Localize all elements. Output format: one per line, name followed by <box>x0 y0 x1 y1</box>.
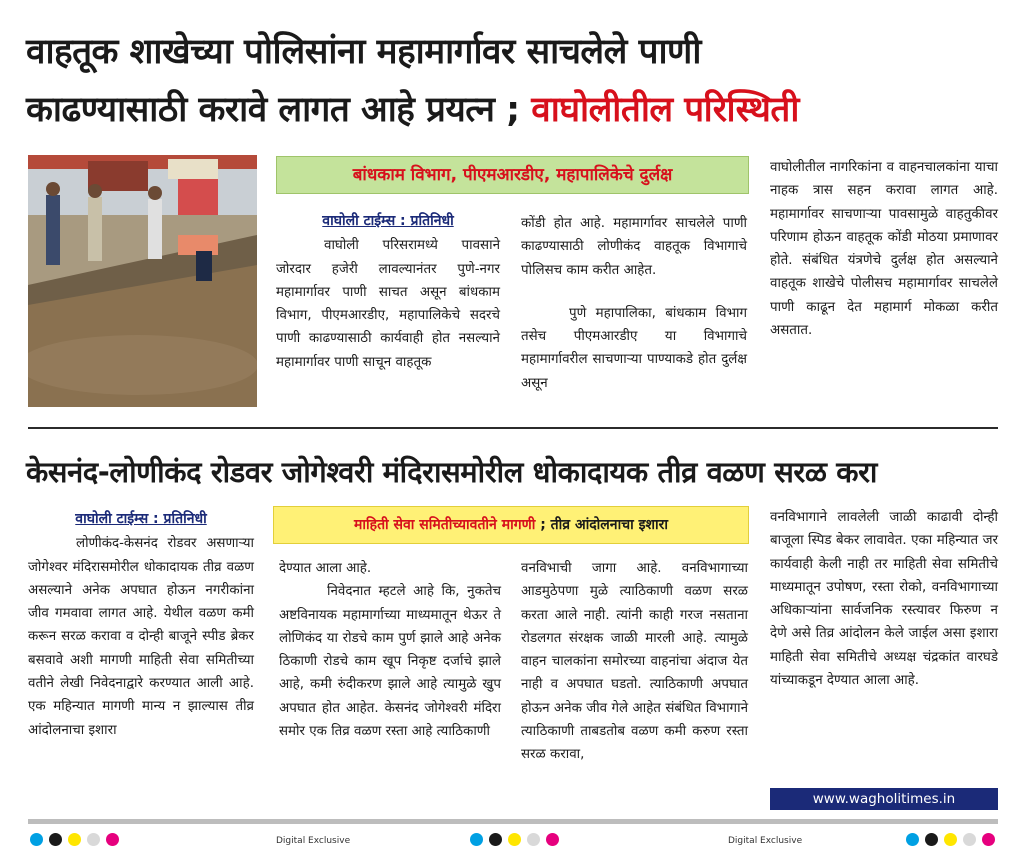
story2-col3-text: वनविभाची जागा आहे. वनविभागाच्या आडमुठेपणा मुळे त्याठिकाणी वळण सरळ करता आले नाही. त्यांनी काही गरज नसताना रोडलगत संरक्षक जाळी मारली आहे. त्यामुळे वाहन चालकांना समोरच्या वाहनांचा अंदाज येत नाही व अपघात घडतो. त्याठिकाणी अपघात होऊन अनेक जीव गेले आहेत संबंधित विभागाने त्याठिकाणी ताबडतोब वळण कमी करुण रस्ता सरळ करावा, <box>521 561 748 763</box>
registration-dot <box>106 833 119 846</box>
registration-dot <box>925 833 938 846</box>
registration-dot <box>87 833 100 846</box>
news-photo <box>28 155 257 407</box>
registration-dot <box>30 833 43 846</box>
story1-column-3 <box>770 156 998 342</box>
story1-col1-text: वाघोली परिसरामध्ये पावसाने जोरदार हजेरी लावल्यानंतर पुणे-नगर महामार्गावर पाणी साचत असून बांधकाम विभाग, पीएमआरडीए, महापालिकेचे सदरचे पाणी काढण्यासाठी कार्यवाही होत नसल्याने महामार्गावर पाणी साचून वाहतूक <box>276 238 500 370</box>
registration-dot <box>470 833 483 846</box>
story1-headline-black: काढण्यासाठी करावे लागत आहे प्रयत्न ; <box>26 90 520 130</box>
story2-byline: वाघोली टाईम्स : प्रतिनिधी <box>75 511 207 527</box>
registration-dot <box>508 833 521 846</box>
story1-headline-line2 <box>26 88 799 132</box>
registration-dot <box>527 833 540 846</box>
story1-col2-para2: पुणे महापालिका, बांधकाम विभाग तसेच पीएमआरडीए या विभागाचे महामार्गावरील साचणाऱ्या पाण्याकडे होत दुर्लक्ष असून <box>521 305 747 391</box>
story2-col2-para2: निवेदनात म्हटले आहे कि, नुकतेच अष्टविनायक महामार्गाच्या माध्यमातून थेऊर ते लोणिकंद या रोडचे काम पुर्ण झाले आहे अनेक ठिकाणी रोडचे काम खूप निकृष्ट दर्जाचे झाले आहे, कमी रुंदीकरण झाले आहे त्यामुळे खुप अपघात होत आहेत. केसनंद जोगेश्वरी मंदिरा समोर एक तिव्र वळण रस्ता आहे त्याठिकाणी <box>279 584 501 740</box>
story2-subheading-banner <box>273 506 749 544</box>
story1-column-2 <box>521 212 747 395</box>
story1-headline-line1: वाहतूक शाखेच्या पोलिसांना महामार्गावर साचलेले पाणी <box>26 32 701 72</box>
story2-headline: केसनंद-लोणीकंद रोडवर जोगेश्वरी मंदिरासमोरील धोकादायक तीव्र वळण सरळ करा <box>26 455 878 489</box>
registration-dot <box>546 833 559 846</box>
story1-headline-red: वाघोलीतील परिस्थिती <box>531 90 799 130</box>
story2-col4-text: वनविभागाने लावलेली जाळी काढावी दोन्ही बाजूला स्पिड बेकर लावावेत. एका महिन्यात जर कार्यवाही केली नाही तर माहिती सेवा समितीचे माध्यमातून उपोषण, रस्ता रोको, वनविभागाच्या अधिकाऱ्यांना सार्वजनिक रस्त्यावर फिरुण न देणे असे तिव्र आंदोलन केले जाईल असा इशारा माहिती सेवा समितीचे अध्यक्ष चंद्रकांत वारघडे यांच्याकडून देण्यात आला आहे. <box>770 510 998 689</box>
story2-column-4 <box>770 506 998 692</box>
registration-dot <box>906 833 919 846</box>
story1-col2-para1: कोंडी होत आहे. महामार्गावर साचलेले पाणी काढण्यासाठी लोणीकंद वाहतूक विभागाचे पोलिसच काम करीत आहेत. <box>521 216 747 278</box>
registration-dot <box>963 833 976 846</box>
registration-dot <box>982 833 995 846</box>
section-divider <box>28 427 998 429</box>
website-link[interactable]: www.wagholitimes.in <box>770 788 998 810</box>
digital-exclusive-left: Digital Exclusive <box>276 836 351 846</box>
registration-dot <box>944 833 957 846</box>
story2-banner-black: ; तीव्र आंदोलनाचा इशारा <box>540 517 668 533</box>
registration-dot <box>68 833 81 846</box>
story2-column-3 <box>521 557 748 767</box>
story2-column-2 <box>279 557 501 743</box>
story1-subheading-banner: बांधकाम विभाग, पीएमआरडीए, महापालिकेचे दुर्लक्ष <box>276 156 749 194</box>
story2-column-1 <box>28 508 254 742</box>
footer-bar <box>28 819 998 824</box>
digital-exclusive-right: Digital Exclusive <box>728 836 803 846</box>
story2-col2-para1: देण्यात आला आहे. <box>279 561 372 576</box>
story1-byline: वाघोली टाईम्स : प्रतिनिधी <box>322 213 454 229</box>
registration-dot <box>49 833 62 846</box>
story1-column-1 <box>276 210 500 374</box>
registration-dot <box>489 833 502 846</box>
roadside-photo-image <box>28 155 257 407</box>
story2-banner-red: माहिती सेवा समितीच्यावतीने मागणी <box>354 517 536 533</box>
story1-col3-text: वाघोलीतील नागरिकांना व वाहनचालकांना याचा नाहक त्रास सहन करावा लागत आहे. महामार्गावर साचणाऱ्या पावसामुळे वाहतुकीवर परिणाम होऊन वाहतूक कोंडी मोठया प्रमाणावर होते. संबंधित यंत्रणेचे दुर्लक्ष होत असल्याने वाहतूक शाखेचे पोलीसच महामार्गावर साचलेले पाणी काढून देत महामार्ग मोकळा करीत असतात. <box>770 160 998 339</box>
story2-col1-text: लोणीकंद-केसनंद रोडवर असणाऱ्या जोगेश्वर मंदिरासमोरील धोकादायक तीव्र वळण असल्याने अनेक अपघात होऊन नगरीकांना जीव गमवावा लागत आहे. येथील वळण कमी करून सरळ करावा व दोन्ही बाजूने स्पीड ब्रेकर बसवावे अशी मागणी माहिती सेवा समितीच्या वतीने लेखी निवेदनाद्वारे करण्यात आली आहे. एक महिन्यात मागणी मान्य न झाल्यास तीव्र आंदोलनाचा इशारा <box>28 536 254 738</box>
